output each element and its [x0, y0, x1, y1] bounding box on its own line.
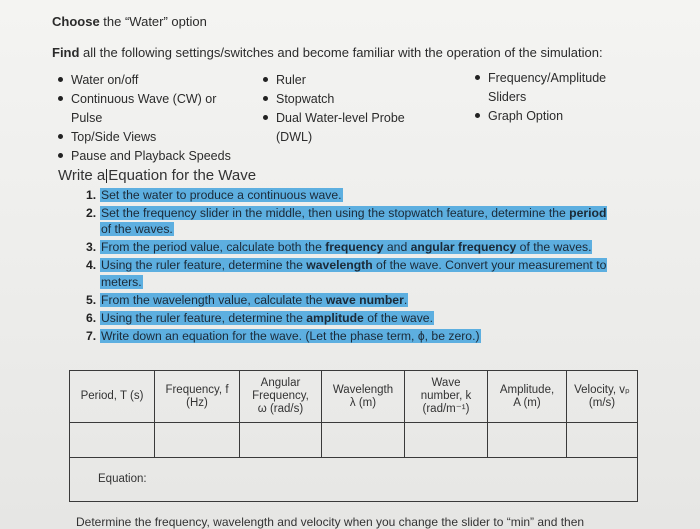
bullet-icon [263, 115, 268, 120]
header-period: Period, T (s) [70, 371, 155, 423]
angular-frequency-cell[interactable] [240, 423, 322, 458]
wavelength-cell[interactable] [322, 423, 405, 458]
step-2-continued: of the waves. [101, 222, 173, 236]
feature-item: Top/Side Views [58, 130, 156, 144]
equation-row [70, 458, 638, 502]
step-6: 6. Using the ruler feature, determine the amplitude of the wave. [86, 311, 433, 325]
bullet-icon [58, 77, 63, 82]
feature-item: Dual Water-level Probe [263, 111, 405, 125]
feature-item: Water on/off [58, 73, 138, 87]
find-instruction: Find all the following settings/switches and become familiar with the operation of the simulation: [52, 45, 603, 60]
wave-number-cell[interactable] [405, 423, 488, 458]
header-wavelength: Wavelength λ (m) [322, 371, 405, 423]
header-velocity: Velocity, vₚ (m/s) [567, 371, 638, 423]
frequency-cell[interactable] [155, 423, 240, 458]
choose-instruction: Choose the “Water” option [52, 14, 207, 29]
header-angular-frequency: Angular Frequency, ω (rad/s) [240, 371, 322, 423]
velocity-cell[interactable] [567, 423, 638, 458]
feature-item-continued: (DWL) [276, 130, 313, 144]
feature-item: Stopwatch [263, 92, 334, 106]
amplitude-cell[interactable] [488, 423, 567, 458]
step-1: 1. Set the water to produce a continuous wave. [86, 188, 342, 202]
feature-item: Frequency/Amplitude [475, 71, 606, 85]
equation-label: Equation: [98, 473, 147, 485]
bullet-icon [263, 96, 268, 101]
feature-item: Graph Option [475, 109, 563, 123]
table-header-row [70, 371, 638, 423]
header-wave-number: Wave number, k (rad/m⁻¹) [405, 371, 488, 423]
feature-item: Pause and Playback Speeds [58, 149, 231, 163]
header-frequency: Frequency, f (Hz) [155, 371, 240, 423]
feature-item-continued: Sliders [488, 90, 527, 104]
step-3: 3. From the period value, calculate both the frequency and angular frequency of the waves. [86, 240, 592, 254]
period-cell[interactable] [70, 423, 155, 458]
step-5: 5. From the wavelength value, calculate the wave number. [86, 293, 408, 307]
feature-item: Ruler [263, 73, 306, 87]
bullet-icon [58, 134, 63, 139]
bullet-icon [475, 75, 480, 80]
footer-instruction: Determine the frequency, wavelength and velocity when you change the slider to “min” and then [76, 515, 585, 529]
header-amplitude: Amplitude, A (m) [488, 371, 567, 423]
feature-item-continued: Pulse [71, 111, 103, 125]
bullet-icon [58, 96, 63, 101]
bullet-icon [263, 77, 268, 82]
bullet-icon [58, 153, 63, 158]
wave-data-table [69, 370, 638, 502]
table-row [70, 423, 638, 458]
section-title: Write a Equation for the Wave [58, 167, 257, 184]
step-4: 4. Using the ruler feature, determine the wavelength of the wave. Convert your measurement to [86, 258, 607, 272]
step-7: 7. Write down an equation for the wave. (Let the phase term, ϕ, be zero.) [86, 329, 480, 343]
step-2: 2. Set the frequency slider in the middle, then using the stopwatch feature, determine the period [86, 206, 607, 220]
equation-cell[interactable] [70, 458, 638, 502]
step-4-continued: meters. [101, 275, 142, 289]
bullet-icon [475, 113, 480, 118]
feature-item: Continuous Wave (CW) or [58, 92, 216, 106]
